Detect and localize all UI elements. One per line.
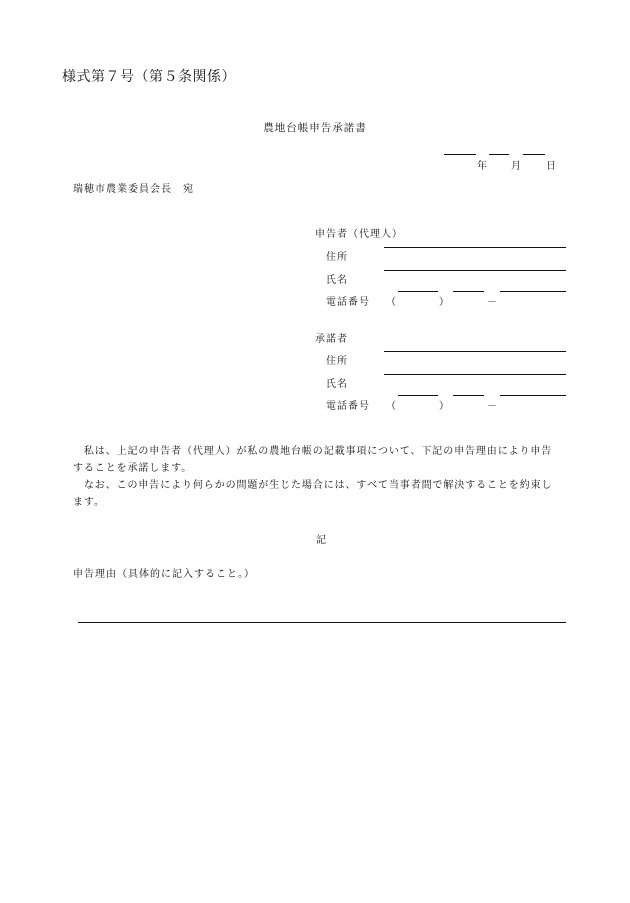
consenter-name-label: 氏名 xyxy=(326,379,348,390)
reason-field[interactable] xyxy=(78,622,566,623)
consenter-phone-dash: － xyxy=(487,401,498,412)
consenter-phone-close: ） xyxy=(439,401,450,412)
responsibility-paragraph: なお、この申告により何らかの問題が生じた場合には、すべて当事者間で解決することを約束します。 xyxy=(73,480,553,508)
applicant-phone-label: 電話番号 xyxy=(326,297,370,308)
month-blank[interactable] xyxy=(489,154,509,155)
form-number: 様式第７号（第５条関係） xyxy=(62,69,236,85)
applicant-address-label: 住所 xyxy=(326,252,348,263)
consenter-address-field[interactable] xyxy=(384,351,566,352)
year-blank[interactable] xyxy=(444,154,476,155)
applicant-phone-area[interactable] xyxy=(398,291,438,292)
consenter-phone-exchange[interactable] xyxy=(453,395,484,396)
consenter-heading: 承諾者 xyxy=(315,334,348,345)
applicant-phone-exchange[interactable] xyxy=(453,291,484,292)
addressee: 瑞穂市農業委員会長 宛 xyxy=(73,184,194,195)
applicant-phone-open: （ xyxy=(386,297,397,308)
ki-heading: 記 xyxy=(316,535,327,546)
applicant-phone-number[interactable] xyxy=(500,291,566,292)
consenter-phone-number[interactable] xyxy=(500,395,566,396)
consenter-phone-label: 電話番号 xyxy=(326,401,370,412)
applicant-address-field[interactable] xyxy=(384,247,566,248)
applicant-heading: 申告者（代理人） xyxy=(315,229,403,240)
applicant-phone-dash: － xyxy=(487,297,498,308)
applicant-name-field[interactable] xyxy=(384,270,566,271)
month-label: 月 xyxy=(511,161,522,172)
document-title: 農地台帳申告承諾書 xyxy=(263,122,367,134)
consenter-phone-open: （ xyxy=(386,401,397,412)
applicant-name-label: 氏名 xyxy=(326,275,348,286)
day-blank[interactable] xyxy=(523,154,545,155)
consenter-phone-area[interactable] xyxy=(398,395,438,396)
day-label: 日 xyxy=(546,161,557,172)
consenter-name-field[interactable] xyxy=(384,374,566,375)
consenter-address-label: 住所 xyxy=(326,356,348,367)
consent-paragraph: 私は、上記の申告者（代理人）が私の農地台帳の記載事項について、下記の申告理由により申告することを承諾します。 xyxy=(73,446,553,474)
year-label: 年 xyxy=(477,161,488,172)
applicant-phone-close: ） xyxy=(439,297,450,308)
reason-label: 申告理由（具体的に記入すること。） xyxy=(73,569,255,580)
